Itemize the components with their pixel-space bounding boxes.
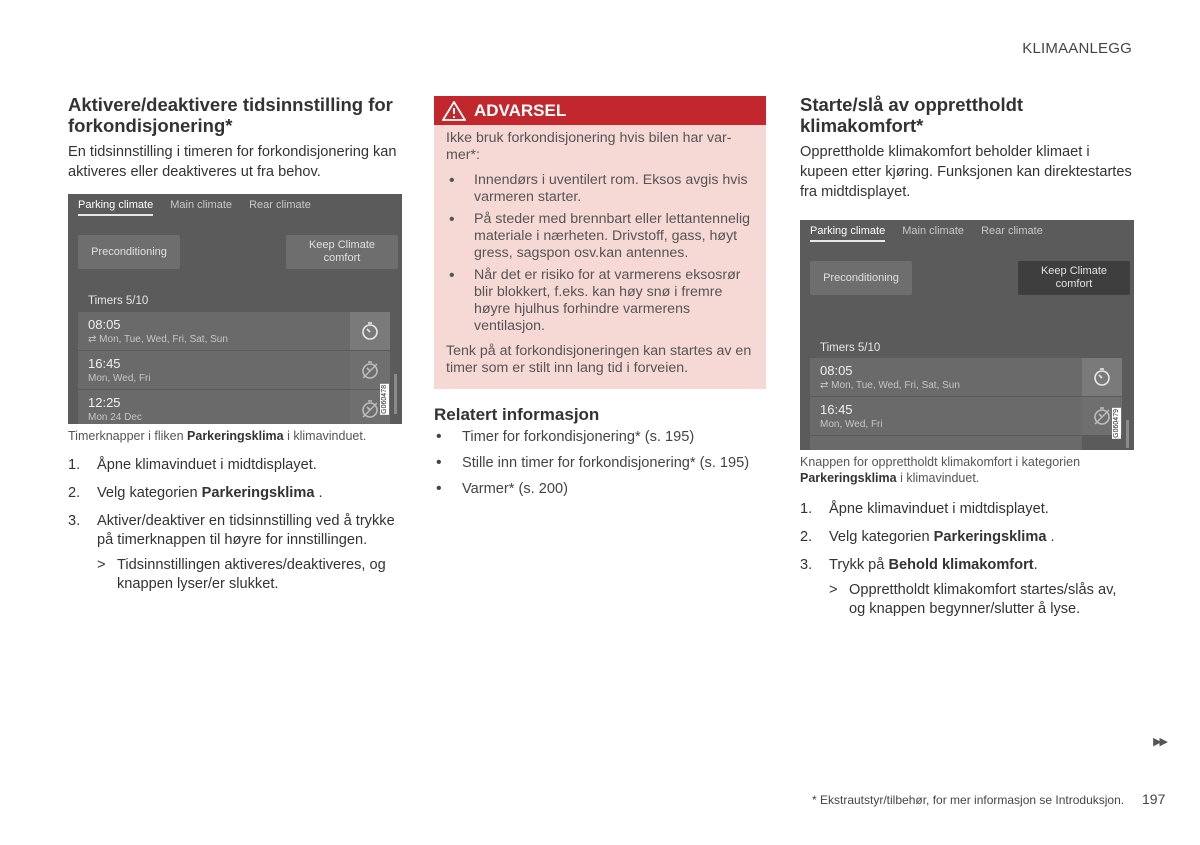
timers-label: Timers 5/10 xyxy=(88,295,149,307)
timer-icon xyxy=(1092,367,1112,387)
page-number: 197 xyxy=(1142,791,1166,807)
intro-text: En tidsinnstilling i timeren for forkondisjonering kan aktiveres eller deaktiveres ut fra behov. xyxy=(68,144,397,180)
climate-screen-illustration xyxy=(800,220,1134,450)
double-chevron-right-icon: ▶▶ xyxy=(1153,736,1166,748)
warning-outro: Tenk på at forkondisjoneringen kan startes av en timer som er stilt inn lang tid i forveien. xyxy=(446,343,752,376)
list-item: 3. Trykk på Behold klimakomfort. > Opprettholdt klimakomfort startes/slås av, og knappen begynner/slutter å lyse. xyxy=(800,556,1134,619)
scrollbar[interactable] xyxy=(1126,420,1129,448)
preconditioning-button[interactable]: Preconditioning xyxy=(78,235,180,269)
related-link[interactable]: • Varmer* (s. 200) xyxy=(434,479,766,499)
timer-days: Mon 24 Dec xyxy=(88,412,142,423)
figure-caption: Knappen for opprettholdt klimakomfort i kategorien Parkeringsklima i klimavinduet. xyxy=(800,455,1081,485)
keep-climate-comfort-button[interactable]: Keep Climate comfort xyxy=(286,235,398,269)
related-title: Relatert informasjon xyxy=(434,405,600,424)
step-result: > Tidsinnstillingen aktiveres/deaktiveres, og knappen lyser/er slukket. xyxy=(97,557,386,592)
tab-rear-climate[interactable]: Rear climate xyxy=(249,199,311,211)
list-item: 2. Velg kategorien Parkeringsklima . xyxy=(68,485,323,501)
tab-rear-climate[interactable]: Rear climate xyxy=(981,225,1043,237)
scrollbar[interactable] xyxy=(394,374,397,414)
timer-row[interactable] xyxy=(78,390,350,424)
timer-toggle-button[interactable] xyxy=(1082,358,1122,396)
timer-days: ⇄ Mon, Tue, Wed, Fri, Sat, Sun xyxy=(88,334,228,345)
warning-triangle-icon xyxy=(442,101,466,121)
warning-body xyxy=(446,130,758,377)
timer-icon xyxy=(1092,406,1112,426)
related-link[interactable]: • Stille inn timer for forkondisjonering* (s. 195) xyxy=(434,453,766,473)
list-item: • På steder med brennbart eller lettantennelig materiale i nærheten. Drivstoff, gass, høyt gress, sagspon osv.kan antennes. xyxy=(446,211,758,262)
section-title: Aktivere/deaktivere tidsinnstilling for forkondisjonering* xyxy=(68,94,393,136)
list-item: 1. Åpne klimavinduet i midtdisplayet. xyxy=(68,457,317,473)
related-info xyxy=(434,405,766,505)
tab-parking-climate[interactable]: Parking climate xyxy=(78,196,153,216)
related-list xyxy=(434,427,766,499)
timer-time: 16:45 xyxy=(88,356,121,371)
timer-row[interactable] xyxy=(810,358,1082,397)
warning-list xyxy=(446,172,758,335)
climate-tabs xyxy=(78,196,402,216)
warning-title: ADVARSEL xyxy=(474,101,567,120)
footnote: * Ekstrautstyr/tilbehør, for mer informasjon se Introduksjon. xyxy=(812,793,1125,807)
climate-tabs xyxy=(810,222,1134,242)
preconditioning-button[interactable]: Preconditioning xyxy=(810,261,912,295)
steps-list xyxy=(68,456,400,594)
timers-label: Timers 5/10 xyxy=(820,342,881,354)
figure-caption: Timerknapper i fliken Parkeringsklima i klimavinduet. xyxy=(68,429,367,443)
step-result: > Opprettholdt klimakomfort startes/slås av, og knappen begynner/slutter å lyse. xyxy=(829,582,1117,617)
list-item: 2. Velg kategorien Parkeringsklima . xyxy=(800,529,1055,545)
column-timer-activation xyxy=(68,94,400,603)
image-code: G060478 xyxy=(381,385,388,414)
timer-time: 12:25 xyxy=(88,395,121,410)
timer-time: 16:45 xyxy=(820,402,853,417)
column-keep-climate-comfort xyxy=(800,94,1134,628)
list-item: • Når det er risiko for at varmerens eksosrør blir blokkert, f.eks. kan høy snø i fremre høyre hjulhus forhindre varmerens ventilasjon. xyxy=(446,267,758,335)
warning-box xyxy=(434,96,766,389)
list-item: 1. Åpne klimavinduet i midtdisplayet. xyxy=(800,501,1049,517)
keep-climate-comfort-button[interactable]: Keep Climate comfort xyxy=(1018,261,1130,295)
timer-days: Mon, Wed, Fri xyxy=(820,419,883,430)
timer-row[interactable] xyxy=(78,312,350,351)
timer-icon xyxy=(360,399,380,419)
warning-intro: Ikke bruk forkondisjonering hvis bilen har varmer*: xyxy=(446,130,732,163)
image-code: G060479 xyxy=(1113,409,1120,438)
repeat-icon: ⇄ xyxy=(88,334,100,345)
intro-text: Opprettholde klimakomfort beholder klimaet i kupeen etter kjøring. Funksjonen kan direktestartes fra midtdisplayet. xyxy=(800,144,1132,200)
timer-row[interactable] xyxy=(810,436,1082,450)
climate-screen-illustration xyxy=(68,194,402,424)
timer-row[interactable] xyxy=(810,397,1082,436)
timer-icon xyxy=(360,321,380,341)
timer-days: ⇄ Mon, Tue, Wed, Fri, Sat, Sun xyxy=(820,380,960,391)
timer-icon xyxy=(360,360,380,380)
section-header: KLIMAANLEGG xyxy=(1022,40,1132,57)
timer-row[interactable] xyxy=(78,351,350,390)
timer-time: 08:05 xyxy=(88,317,121,332)
list-item: 3. Aktiver/deaktiver en tidsinnstilling ved å trykke på timerknappen til høyre for innstillingen. > Tidsinnstillingen aktiveres/deaktiveres, og knappen lyser/er slukket. xyxy=(68,512,400,594)
repeat-icon: ⇄ xyxy=(820,380,832,391)
tab-main-climate[interactable]: Main climate xyxy=(170,199,233,211)
steps-list xyxy=(800,500,1134,619)
list-item: • Innendørs i uventilert rom. Eksos avgis hvis varmeren starter. xyxy=(446,172,758,206)
related-link[interactable]: • Timer for forkondisjonering* (s. 195) xyxy=(434,427,766,447)
section-title: Starte/slå av opprettholdt klimakomfort* xyxy=(800,94,1024,136)
tab-main-climate[interactable]: Main climate xyxy=(902,225,965,237)
timer-time: 08:05 xyxy=(820,363,853,378)
timer-days: Mon, Wed, Fri xyxy=(88,373,151,384)
tab-parking-climate[interactable]: Parking climate xyxy=(810,222,885,242)
warning-header xyxy=(434,96,766,125)
timer-toggle-button[interactable] xyxy=(350,312,390,350)
